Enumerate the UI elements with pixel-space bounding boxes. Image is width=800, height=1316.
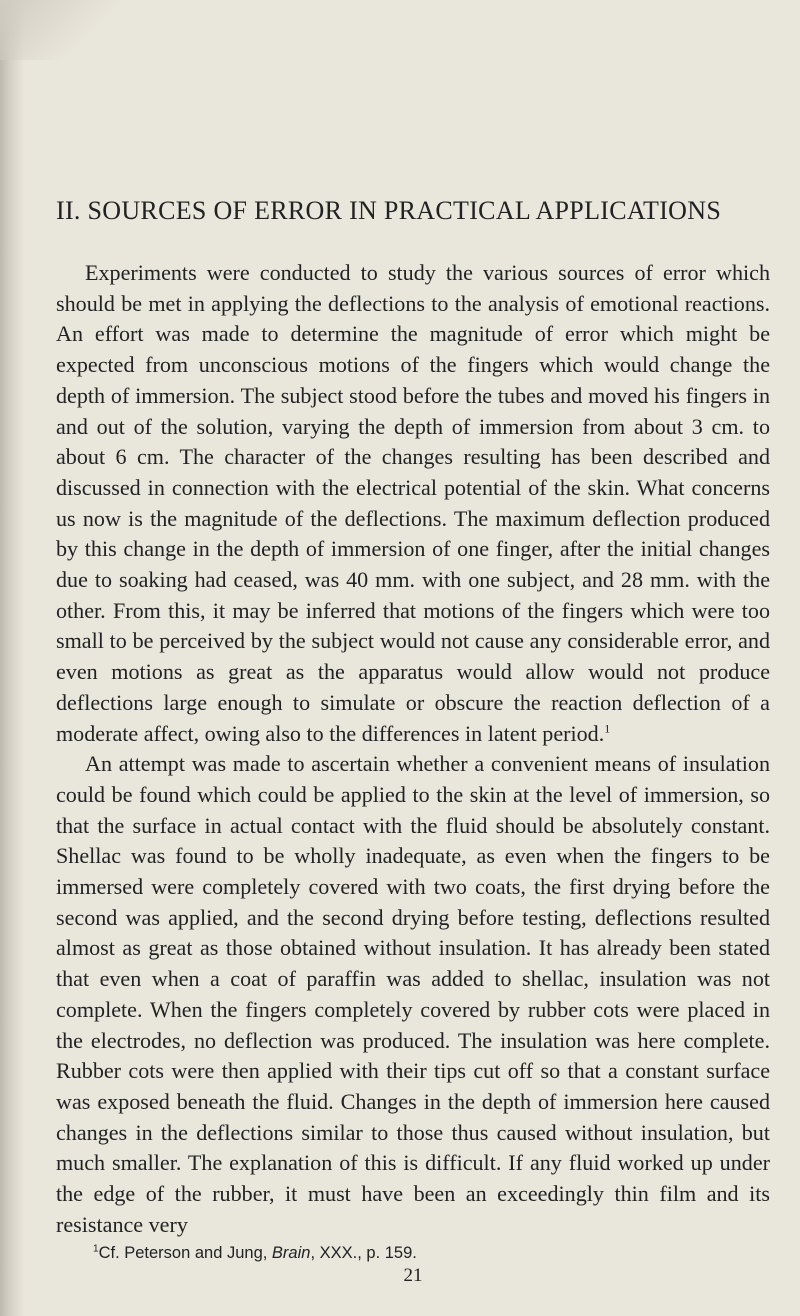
paragraph-insulation	[56, 749, 770, 1240]
page-corner-shadow	[0, 0, 120, 60]
footnote-prefix: Cf. Peterson and Jung,	[98, 1243, 272, 1262]
footnote-suffix: , XXX., p. 159.	[310, 1243, 417, 1262]
footnote-mark: 1	[93, 1243, 99, 1254]
book-page	[56, 196, 770, 1287]
footnote-reference: 1	[604, 721, 611, 736]
page-binding-edge	[0, 0, 24, 1316]
footnote-journal-title: Brain	[271, 1243, 311, 1262]
paragraph-sources-of-error	[56, 258, 770, 749]
section-heading: II. SOURCES OF ERROR IN PRACTICAL APPLICATIONS	[56, 196, 722, 225]
page-number: 21	[403, 1264, 423, 1286]
footnote	[56, 1243, 770, 1263]
paragraph-text: An attempt was made to ascertain whether a convenient means of insulation could be found which could be applied to the skin at the level of immersion, so that the surface in actual contact with the fluid should be absolutely constant. Shellac was found to be wholly inadequate, as even when the fingers to be immersed were completely covered with two coats, the first drying before the second was applied, and the second drying before testing, deflections resulted almost as great as those obtained without insulation. It has already been stated that even when a coat of paraffin was added to shellac, insulation was not complete. When the fingers completely covered by rubber cots were placed in the electrodes, no deflection was produced. The insulation was here complete. Rubber cots were then applied with their tips cut off so that a constant surface was exposed beneath the fluid. Changes in the depth of immersion here caused changes in the deflections similar to those thus caused without insulation, but much smaller. The explanation of this is difficult. If any fluid worked up under the edge of the rubber, it must have been an exceedingly thin film and its resistance very	[56, 751, 770, 1237]
paragraph-text: Experiments were conducted to study the various sources of error which should be met in applying the deflections to the analysis of emotional reactions. An effort was made to determine the magnitude of error which might be expected from unconscious motions of the fingers which would change the depth of immersion. The subject stood before the tubes and moved his fingers in and out of the solution, varying the depth of immersion from about 3 cm. to about 6 cm. The character of the changes resulting has been described and discussed in connection with the electrical potential of the skin. What concerns us now is the magnitude of the deflections. The maximum deflection produced by this change in the depth of immersion of one finger, after the initial changes due to soaking had ceased, was 40 mm. with one subject, and 28 mm. with the other. From this, it may be inferred that motions of the fingers which were too small to be perceived by the subject would not cause any considerable error, and even motions as great as the apparatus would allow would not produce deflections large enough to simulate or obscure the reaction deflection of a moderate affect, owing also to the differences in latent period.	[56, 260, 770, 746]
